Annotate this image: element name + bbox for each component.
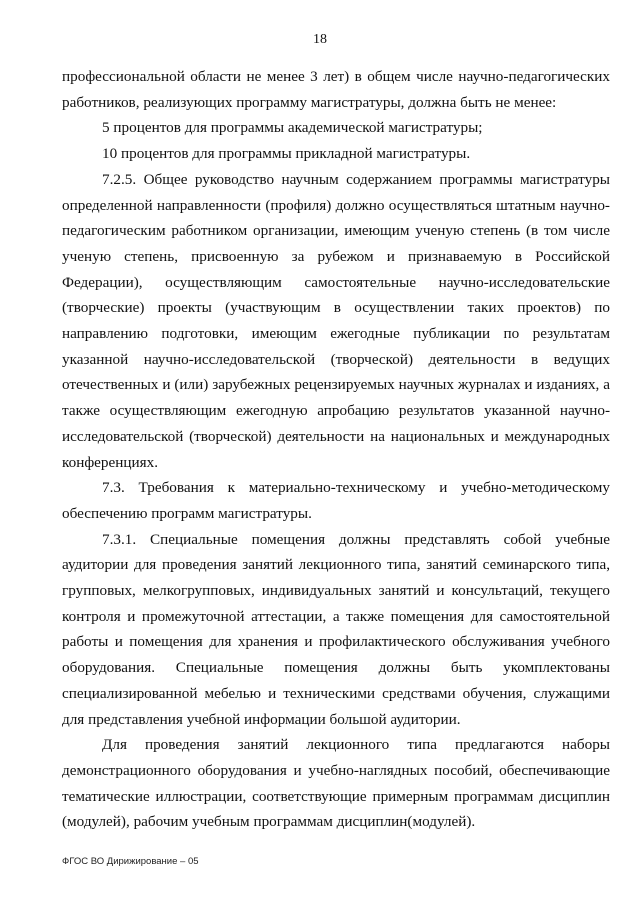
paragraph-7-2-5: 7.2.5. Общее руководство научным содержанием программы магистратуры определенной направленности (профиля) должно осуществляться штатным научно-педагогическим работником организации, имеющим ученую степень (в том числе ученую степень, присвоенную за рубежом и признаваемую в Российской Федерации), осуществляющим самостоятельные научно-исследовательские (творческие) проекты (участвующим в осуществлении таких проектов) по направлению подготовки, имеющим ежегодные публикации по результатам указанной научно-исследовательской (творческой) деятельности в ведущих отечественных и (или) зарубежных рецензируемых научных журналах и изданиях, а также осуществляющим ежегодную апробацию результатов указанной научно-исследовательской (творческой) деятельности на национальных и международных конференциях. xyxy=(62,170,610,471)
paragraph-7-3-1: 7.3.1. Специальные помещения должны представлять собой учебные аудитории для проведения занятий лекционного типа, занятий семинарского типа, групповых, мелкогрупповых, индивидуальных занятий и консультаций, текущего контроля и промежуточной аттестации, а также помещения для самостоятельной работы и помещения для хранения и профилактического обслуживания учебного оборудования. Специальные помещения должны быть укомплектованы специализированной мебелью и техническими средствами обучения, служащими для представления учебной информации большой аудитории. xyxy=(62,530,610,728)
paragraph-academic-percent: 5 процентов для программы академической магистратуры; xyxy=(102,119,483,137)
paragraph-applied-percent: 10 процентов для программы прикладной магистратуры. xyxy=(102,145,471,163)
document-body xyxy=(62,64,610,835)
paragraph-7-3: 7.3. Требования к материально-техническому и учебно-методическому обеспечению программ магистратуры. xyxy=(62,479,610,522)
paragraph-continuation: профессиональной области не менее 3 лет) в общем числе научно-педагогических работников, реализующих программу магистратуры, должна быть не менее: xyxy=(62,68,610,111)
paragraph-lecture-equipment: Для проведения занятий лекционного типа предлагаются наборы демонстрационного оборудования и учебно-наглядных пособий, обеспечивающие тематические иллюстрации, соответствующие примерным программам дисциплин (модулей), рабочим учебным программам дисциплин(модулей). xyxy=(62,736,610,831)
page-footer: ФГОС ВО Дирижирование – 05 xyxy=(62,856,199,867)
page-number: 18 xyxy=(313,32,327,47)
